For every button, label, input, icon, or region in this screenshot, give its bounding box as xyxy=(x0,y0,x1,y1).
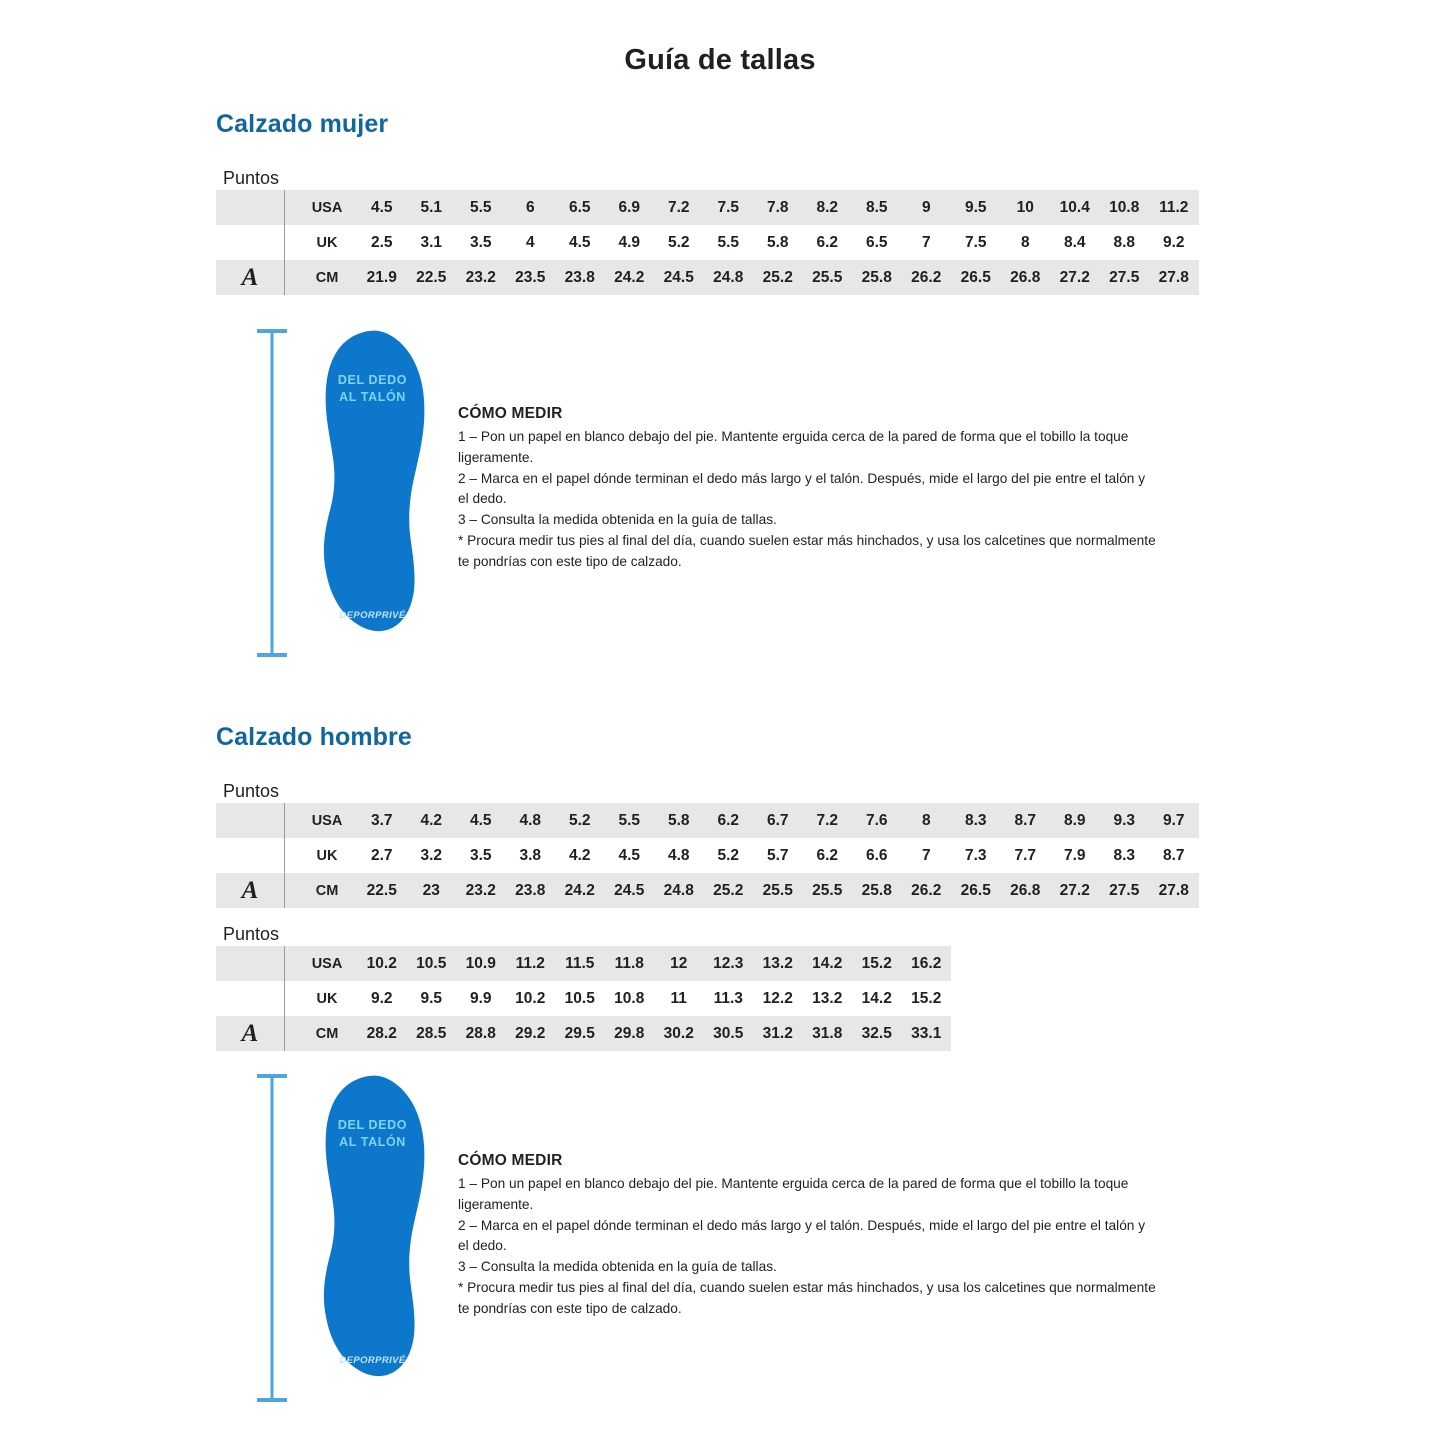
howto-measure-men xyxy=(458,1152,1158,1320)
size-cell: 23.8 xyxy=(506,873,556,908)
brand-logo: DEPORPRIVÉ xyxy=(339,610,406,621)
section-heading-women: Calzado mujer xyxy=(216,110,389,138)
size-cell: 4.2 xyxy=(555,838,605,873)
measure-bracket-icon xyxy=(255,1073,289,1403)
size-cell: 25.8 xyxy=(852,260,902,295)
table-row xyxy=(216,946,951,981)
size-cell: 24.5 xyxy=(605,873,655,908)
size-cell: 7.3 xyxy=(951,838,1001,873)
size-cell: 9.5 xyxy=(951,190,1001,225)
unit-label: UK xyxy=(285,225,358,260)
size-cell: 8.5 xyxy=(852,190,902,225)
size-cell: 11.2 xyxy=(1149,190,1199,225)
size-cell: 21.9 xyxy=(357,260,407,295)
size-cell: 26.5 xyxy=(951,260,1001,295)
size-cell: 10.8 xyxy=(605,981,655,1016)
size-cell: 22.5 xyxy=(357,873,407,908)
size-cell: 23 xyxy=(407,873,457,908)
size-cell: 30.2 xyxy=(654,1016,704,1051)
size-cell: 7.5 xyxy=(951,225,1001,260)
size-cell: 25.2 xyxy=(753,260,803,295)
table-row xyxy=(216,1016,951,1051)
corner-label-a: A xyxy=(216,1016,285,1051)
size-cell: 33.1 xyxy=(902,1016,952,1051)
size-cell: 29.5 xyxy=(555,1016,605,1051)
table-row xyxy=(216,981,951,1016)
size-cell: 25.8 xyxy=(852,873,902,908)
corner-label-empty xyxy=(216,803,285,838)
corner-label-empty xyxy=(216,838,285,873)
table-row xyxy=(216,260,1199,295)
unit-label: UK xyxy=(285,838,358,873)
size-cell: 5.8 xyxy=(753,225,803,260)
size-cell: 8 xyxy=(902,803,952,838)
size-cell: 4.5 xyxy=(605,838,655,873)
size-cell: 8.2 xyxy=(803,190,853,225)
table-row xyxy=(216,190,1199,225)
howto-step: 2 – Marca en el papel dónde terminan el dedo más largo y el talón. Después, mide el largo del pie entre el talón y el dedo. xyxy=(458,470,1146,507)
size-cell: 3.2 xyxy=(407,838,457,873)
unit-label: CM xyxy=(285,1016,358,1051)
size-cell: 4 xyxy=(506,225,556,260)
howto-step: 3 – Consulta la medida obtenida en la guía de tallas. xyxy=(458,1259,777,1275)
size-cell: 10 xyxy=(1001,190,1051,225)
size-cell: 10.5 xyxy=(407,946,457,981)
table-caption-women: Puntos xyxy=(223,168,280,188)
insole-caption-line1: DEL DEDO xyxy=(337,373,408,387)
size-cell: 27.5 xyxy=(1100,260,1150,295)
howto-step: 1 – Pon un papel en blanco debajo del pie. Mantente erguida cerca de la pared de forma que el tobillo la toque ligeramente. xyxy=(458,429,1129,465)
size-cell: 5.5 xyxy=(605,803,655,838)
howto-step: 3 – Consulta la medida obtenida en la guía de tallas. xyxy=(458,512,777,528)
size-cell: 12.2 xyxy=(753,981,803,1016)
size-cell: 7.7 xyxy=(1001,838,1051,873)
insole-diagram-women xyxy=(255,328,445,658)
table-caption-men-2: Puntos xyxy=(223,924,280,944)
size-cell: 26.2 xyxy=(902,873,952,908)
corner-label-empty xyxy=(216,946,285,981)
size-cell: 9 xyxy=(902,190,952,225)
size-cell: 28.2 xyxy=(357,1016,407,1051)
table-row xyxy=(216,838,1199,873)
size-cell: 11.8 xyxy=(605,946,655,981)
corner-label-empty xyxy=(216,225,285,260)
size-cell: 23.5 xyxy=(506,260,556,295)
unit-label: USA xyxy=(285,946,358,981)
howto-note: * Procura medir tus pies al final del día, cuando suelen estar más hinchados, y usa los calcetines que normalmente te pondrías con este tipo de calzado. xyxy=(458,1280,1156,1316)
corner-label-empty xyxy=(216,981,285,1016)
size-table-men-small xyxy=(216,803,1199,908)
insole-caption-line2: AL TALÓN xyxy=(339,389,406,404)
size-cell: 6.2 xyxy=(803,225,853,260)
size-cell: 7.2 xyxy=(803,803,853,838)
size-cell: 6.5 xyxy=(555,190,605,225)
size-cell: 28.8 xyxy=(456,1016,506,1051)
size-cell: 6.6 xyxy=(852,838,902,873)
size-cell: 9.2 xyxy=(1149,225,1199,260)
size-cell: 7.9 xyxy=(1050,838,1100,873)
size-cell: 27.2 xyxy=(1050,260,1100,295)
size-cell: 27.2 xyxy=(1050,873,1100,908)
corner-label-a: A xyxy=(216,260,285,295)
size-cell: 4.8 xyxy=(506,803,556,838)
size-cell: 8 xyxy=(1001,225,1051,260)
size-cell: 23.2 xyxy=(456,873,506,908)
size-cell: 5.5 xyxy=(456,190,506,225)
section-heading-men: Calzado hombre xyxy=(216,723,412,751)
size-cell: 4.5 xyxy=(456,803,506,838)
size-cell: 5.2 xyxy=(555,803,605,838)
size-cell: 8.8 xyxy=(1100,225,1150,260)
size-table-men-large xyxy=(216,946,951,1051)
size-cell: 10.4 xyxy=(1050,190,1100,225)
insole-caption-line2: AL TALÓN xyxy=(339,1134,406,1149)
size-cell: 7 xyxy=(902,838,952,873)
size-cell: 10.2 xyxy=(506,981,556,1016)
size-cell: 7.2 xyxy=(654,190,704,225)
size-cell: 6.9 xyxy=(605,190,655,225)
size-cell: 9.9 xyxy=(456,981,506,1016)
brand-logo: DEPORPRIVÉ xyxy=(339,1355,406,1366)
table-caption-men-1: Puntos xyxy=(223,781,280,801)
size-cell: 8.7 xyxy=(1001,803,1051,838)
table-row xyxy=(216,873,1199,908)
size-cell: 4.2 xyxy=(407,803,457,838)
size-cell: 16.2 xyxy=(902,946,952,981)
size-cell: 14.2 xyxy=(803,946,853,981)
size-cell: 28.5 xyxy=(407,1016,457,1051)
size-cell: 27.5 xyxy=(1100,873,1150,908)
unit-label: CM xyxy=(285,873,358,908)
size-cell: 7.6 xyxy=(852,803,902,838)
size-cell: 4.5 xyxy=(357,190,407,225)
size-cell: 10.9 xyxy=(456,946,506,981)
size-cell: 10.2 xyxy=(357,946,407,981)
size-cell: 11.5 xyxy=(555,946,605,981)
corner-label-a: A xyxy=(216,873,285,908)
size-cell: 24.2 xyxy=(555,873,605,908)
size-cell: 7.8 xyxy=(753,190,803,225)
table-row xyxy=(216,803,1199,838)
size-cell: 26.2 xyxy=(902,260,952,295)
size-cell: 9.2 xyxy=(357,981,407,1016)
size-cell: 13.2 xyxy=(803,981,853,1016)
size-cell: 3.5 xyxy=(456,838,506,873)
size-cell: 30.5 xyxy=(704,1016,754,1051)
howto-title: CÓMO MEDIR xyxy=(458,405,563,422)
size-cell: 5.1 xyxy=(407,190,457,225)
size-cell: 25.5 xyxy=(753,873,803,908)
unit-label: USA xyxy=(285,190,358,225)
size-cell: 9.3 xyxy=(1100,803,1150,838)
size-cell: 8.4 xyxy=(1050,225,1100,260)
size-cell: 10.5 xyxy=(555,981,605,1016)
size-cell: 5.7 xyxy=(753,838,803,873)
size-cell: 25.5 xyxy=(803,260,853,295)
size-cell: 9.5 xyxy=(407,981,457,1016)
howto-note: * Procura medir tus pies al final del día, cuando suelen estar más hinchados, y usa los calcetines que normalmente te pondrías con este tipo de calzado. xyxy=(458,533,1156,569)
size-cell: 5.5 xyxy=(704,225,754,260)
size-cell: 23.2 xyxy=(456,260,506,295)
corner-label-empty xyxy=(216,190,285,225)
size-cell: 3.7 xyxy=(357,803,407,838)
size-cell: 22.5 xyxy=(407,260,457,295)
size-cell: 7.5 xyxy=(704,190,754,225)
size-cell: 23.8 xyxy=(555,260,605,295)
insole-diagram-men xyxy=(255,1073,445,1403)
size-cell: 4.5 xyxy=(555,225,605,260)
size-cell: 5.2 xyxy=(654,225,704,260)
size-cell: 24.2 xyxy=(605,260,655,295)
size-cell: 10.8 xyxy=(1100,190,1150,225)
size-cell: 27.8 xyxy=(1149,260,1199,295)
size-cell: 32.5 xyxy=(852,1016,902,1051)
size-cell: 4.9 xyxy=(605,225,655,260)
insole-caption-line1: DEL DEDO xyxy=(337,1118,408,1132)
size-cell: 7 xyxy=(902,225,952,260)
size-cell: 24.8 xyxy=(704,260,754,295)
size-cell: 25.5 xyxy=(803,873,853,908)
size-cell: 24.8 xyxy=(654,873,704,908)
size-cell: 11 xyxy=(654,981,704,1016)
size-cell: 26.5 xyxy=(951,873,1001,908)
size-cell: 12.3 xyxy=(704,946,754,981)
size-cell: 5.8 xyxy=(654,803,704,838)
size-table-women xyxy=(216,190,1199,295)
size-cell: 3.1 xyxy=(407,225,457,260)
table-row xyxy=(216,225,1199,260)
size-cell: 26.8 xyxy=(1001,873,1051,908)
measure-bracket-icon xyxy=(255,328,289,658)
size-cell: 6 xyxy=(506,190,556,225)
size-cell: 2.5 xyxy=(357,225,407,260)
size-cell: 3.8 xyxy=(506,838,556,873)
size-cell: 11.2 xyxy=(506,946,556,981)
size-cell: 25.2 xyxy=(704,873,754,908)
size-cell: 8.9 xyxy=(1050,803,1100,838)
size-cell: 6.2 xyxy=(803,838,853,873)
unit-label: USA xyxy=(285,803,358,838)
size-cell: 29.8 xyxy=(605,1016,655,1051)
size-cell: 3.5 xyxy=(456,225,506,260)
size-cell: 6.5 xyxy=(852,225,902,260)
howto-step: 2 – Marca en el papel dónde terminan el dedo más largo y el talón. Después, mide el largo del pie entre el talón y el dedo. xyxy=(458,1217,1146,1254)
size-cell: 5.2 xyxy=(704,838,754,873)
size-cell: 4.8 xyxy=(654,838,704,873)
size-cell: 9.7 xyxy=(1149,803,1199,838)
size-cell: 6.2 xyxy=(704,803,754,838)
size-cell: 8.7 xyxy=(1149,838,1199,873)
size-cell: 15.2 xyxy=(902,981,952,1016)
size-cell: 8.3 xyxy=(1100,838,1150,873)
howto-title: CÓMO MEDIR xyxy=(458,1152,563,1169)
size-cell: 31.8 xyxy=(803,1016,853,1051)
size-cell: 8.3 xyxy=(951,803,1001,838)
unit-label: UK xyxy=(285,981,358,1016)
size-cell: 24.5 xyxy=(654,260,704,295)
size-cell: 13.2 xyxy=(753,946,803,981)
howto-measure-women xyxy=(458,405,1158,573)
size-cell: 15.2 xyxy=(852,946,902,981)
size-cell: 29.2 xyxy=(506,1016,556,1051)
size-cell: 26.8 xyxy=(1001,260,1051,295)
size-cell: 27.8 xyxy=(1149,873,1199,908)
howto-step: 1 – Pon un papel en blanco debajo del pie. Mantente erguida cerca de la pared de forma que el tobillo la toque ligeramente. xyxy=(458,1176,1129,1212)
size-cell: 14.2 xyxy=(852,981,902,1016)
unit-label: CM xyxy=(285,260,358,295)
size-cell: 11.3 xyxy=(704,981,754,1016)
size-cell: 31.2 xyxy=(753,1016,803,1051)
size-cell: 6.7 xyxy=(753,803,803,838)
size-cell: 2.7 xyxy=(357,838,407,873)
size-cell: 12 xyxy=(654,946,704,981)
page-title: Guía de tallas xyxy=(624,44,816,76)
